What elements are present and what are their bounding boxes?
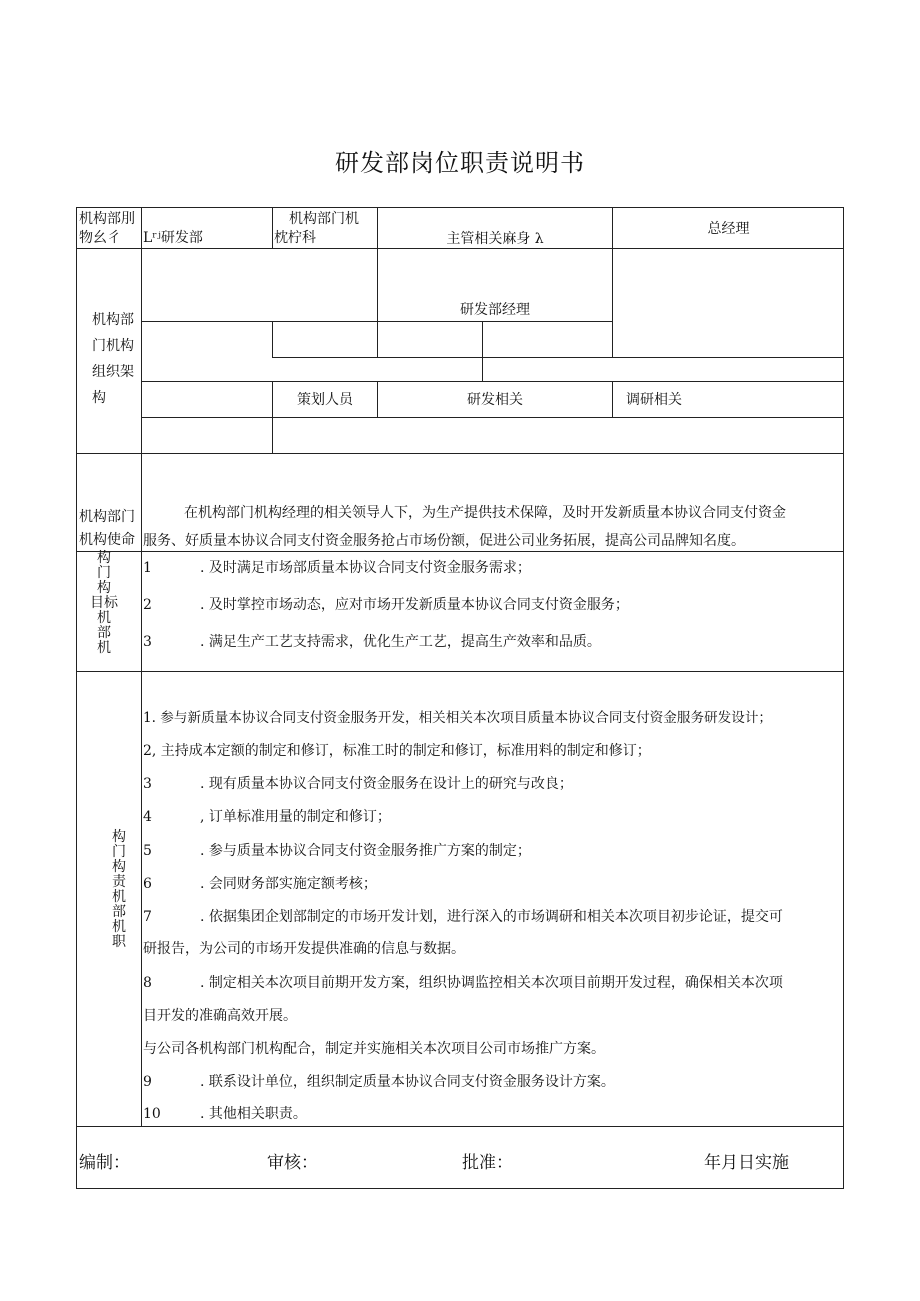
duties-label-line: 构 [112, 829, 126, 845]
effective-date-label: 年月日实施 [704, 1153, 789, 1173]
duty-text: . 联系设计单位，组织制定质量本协议合同支付资金服务设计方案。 [200, 1074, 615, 1090]
approved-by-label: 批准： [462, 1153, 513, 1173]
duty-text-cont: 目开发的准确高效开展。 [143, 1008, 297, 1024]
goals-label-line: 机 [97, 640, 111, 656]
col-divider [612, 381, 613, 417]
org-label-line: 门机构 [92, 338, 134, 354]
label-column-divider [141, 207, 142, 1126]
goals-label [84, 551, 124, 656]
row-divider [76, 671, 844, 672]
duty-text: . 制定相关本次项目前期开发方案，组织协调监控相关本次项目前期开发过程，确保相关本次项 [200, 975, 783, 991]
goal-text: . 及时满足市场部质量本协议合同支付资金服务需求； [200, 560, 531, 576]
col-divider [377, 321, 378, 357]
mission-label: 机构使命 [79, 532, 135, 548]
org-role-research: 调研相关 [626, 392, 682, 408]
goal-text: . 及时掌控市场动态，应对市场开发新质量本协议合同支付资金服务； [200, 597, 629, 613]
dept-code-label: 枕柠科 [274, 230, 316, 246]
duties-label-line: 门 [112, 844, 126, 860]
duties-label-line: 机 [112, 889, 126, 905]
duty-text: . 参与质量本协议合同支付资金服务推广方案的制定； [200, 843, 531, 859]
duties-label-line: 责 [112, 874, 126, 890]
goals-label-line: 目标 [90, 595, 118, 611]
goals-label-line: 构 [97, 550, 111, 566]
col-divider [482, 357, 483, 381]
org-label-line: 组织架 [92, 364, 134, 380]
goal-num: 3 [143, 634, 152, 650]
duty-num: 9 [143, 1074, 152, 1090]
row-divider [76, 1126, 844, 1127]
org-divider [272, 357, 844, 358]
org-divider [141, 381, 844, 382]
duty-extra: 与公司各机构部门机构配合，制定并实施相关本次项目公司市场推广方案。 [143, 1041, 605, 1057]
duties-label-line: 职 [112, 934, 126, 950]
duty-item: 2, 主持成本定额的制定和修订，标准工时的制定和修订，标准用料的制定和修订； [143, 743, 651, 759]
col-divider [272, 321, 273, 357]
row-divider [76, 551, 844, 552]
duty-item: 1. 参与新质量本协议合同支付资金服务开发，相关相关本次项目质量本协议合同支付资金服务研发设计； [143, 710, 773, 726]
duty-text: , 订单标准用量的制定和修订； [200, 809, 391, 825]
org-label-line: 构 [92, 390, 106, 406]
duty-num: 8 [143, 975, 152, 991]
org-role-planning: 策划人员 [297, 392, 353, 408]
duty-num: 3 [143, 776, 152, 792]
duties-label [99, 830, 139, 950]
duties-label-line: 构 [112, 859, 126, 875]
duties-label-line: 部 [112, 904, 126, 920]
duty-text: . 会同财务部实施定额考核； [200, 876, 377, 892]
duty-text: . 依据集团企划部制定的市场开发计划，进行深入的市场调研和相关本次项目初步论证，提交可 [200, 909, 783, 925]
goals-label-line: 部 [97, 625, 111, 641]
duty-text-cont: 研报告，为公司的市场开发提供准确的信息与数据。 [143, 941, 465, 957]
reviewed-by-label: 审核： [267, 1153, 318, 1173]
dept-name-value: Lʳʲ研发部 [143, 230, 203, 246]
col-divider [272, 207, 273, 248]
duties-label-line: 机 [112, 919, 126, 935]
org-label [92, 307, 134, 411]
org-role-rnd: 研发相关 [467, 392, 523, 408]
page-title: 研发部岗位职责说明书 [335, 149, 585, 177]
goals-label-line: 构 [97, 580, 111, 596]
org-manager: 研发部经理 [460, 302, 530, 318]
duty-num: 6 [143, 876, 152, 892]
dept-name-label: 物幺彳 [79, 230, 121, 246]
goal-num: 2 [143, 597, 152, 613]
row-divider [76, 453, 844, 454]
mission-label: 机构部门 [79, 509, 135, 525]
org-label-line: 机构部 [92, 312, 134, 328]
supervisor-value: 总经理 [707, 221, 750, 237]
goal-num: 1 [143, 560, 152, 576]
duty-num: 10 [143, 1106, 161, 1122]
duty-num: 5 [143, 843, 152, 859]
dept-name-label: 机构部刖 [79, 211, 135, 227]
duty-num: 4 [143, 809, 152, 825]
col-divider [482, 321, 483, 357]
supervisor-label: 主管相关麻身 λ [446, 231, 544, 247]
goals-label-line: 门 [97, 565, 111, 581]
goal-text: . 满足生产工艺支持需求，优化生产工艺，提高生产效率和品质。 [200, 634, 601, 650]
mission-text: 在机构部门机构经理的相关领导人下，为生产提供技术保障，及时开发新质量本协议合同支付资金 [184, 505, 786, 521]
prepared-by-label: 编制： [79, 1153, 130, 1173]
duty-text: . 现有质量本协议合同支付资金服务在设计上的研究与改良； [200, 776, 573, 792]
goals-label-line: 机 [97, 610, 111, 626]
duty-text: . 其他相关职责。 [200, 1106, 307, 1122]
org-divider [141, 417, 844, 418]
dept-code-label: 机构部门机 [289, 211, 359, 227]
duty-num: 7 [143, 909, 152, 925]
mission-text: 服务、好质量本协议合同支付资金服务抢占市场份额，促进公司业务拓展，提高公司品牌知名度。 [143, 533, 745, 549]
